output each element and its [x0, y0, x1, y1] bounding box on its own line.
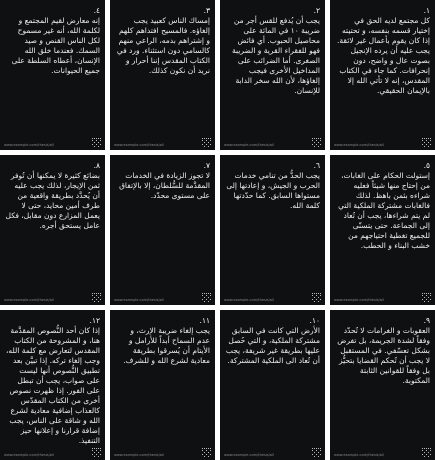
card-text: إنه معارض لقيم المجتمع و لكلمة الله، أنه غير مسموح لكل الناس القنص و صيد السمك. فعندما خلق الله الإنسان، أعطاه السلطة على جميع الحيوانات.	[11, 16, 100, 75]
card-text: يجب إلغاء ضريبة الإرث، و عدم السماح أبداً للأرامل و الأيتام أن يُسرقوا بطريقة معادية لشرع الله و للشرف.	[123, 326, 210, 365]
card-footer: www.example.com/thesis/all	[334, 298, 384, 302]
card-footer: www.example.com/thesis/all	[4, 298, 54, 302]
qr-code-icon	[202, 138, 211, 147]
card-text: يجب الحدُّ من تنامي خدمات الحرب و الجيش، و إعادتها إلى مستواها السابق. كما حدّدتها كلمة الله.	[226, 171, 320, 210]
card-number: ١٢.	[89, 316, 100, 325]
thesis-card	[0, 0, 105, 150]
thesis-card	[110, 310, 215, 460]
card-number: ١.	[423, 6, 430, 15]
thesis-card	[220, 155, 325, 305]
card-number: ٨.	[93, 161, 100, 170]
thesis-card	[330, 0, 435, 150]
thesis-card	[220, 0, 325, 150]
card-number: ٥.	[423, 161, 430, 170]
qr-code-icon	[92, 448, 101, 457]
qr-code-icon	[92, 293, 101, 302]
thesis-card	[0, 310, 105, 460]
card-number: ١٠.	[309, 316, 320, 325]
thesis-card	[330, 155, 435, 305]
card-footer: www.example.com/thesis/all	[114, 298, 164, 302]
qr-code-icon	[202, 293, 211, 302]
card-number: ٦.	[313, 161, 320, 170]
card-text: بضائع كثيرة لا يمكنها أن تُوفر ثمن الإيجار، لذلك يجب عليه أن يُحدَّد بطريقة واقعية من طرف أمين محايد، حتى لا يعمل المزارع دون مقابل، فكل عامل يستحق أجره.	[5, 171, 100, 230]
card-number: ٧.	[203, 161, 210, 170]
thesis-card	[110, 0, 215, 150]
card-number: ١١.	[199, 316, 210, 325]
card-text: لا تجوز الزيادة في الخدمات المقدَّمة للسُّلطان، إلا بالإتفاق على مستوى محدّد.	[119, 171, 210, 200]
qr-code-icon	[422, 448, 431, 457]
card-text: إمساك الناس كعبيد يجب إلغاؤه. فالمسيح افتداهم كلهم و إشتراهم بدمه، الراعي منهم كالسامي دون استثناء. ورد في الكتاب المقدس إننا أحرار و نريد أن نكون كذلك.	[116, 16, 210, 75]
card-footer: www.example.com/thesis/all	[224, 143, 274, 147]
card-footer: www.example.com/thesis/all	[114, 143, 164, 147]
qr-code-icon	[92, 138, 101, 147]
qr-code-icon	[202, 448, 211, 457]
card-number: ٢.	[313, 6, 320, 15]
qr-code-icon	[312, 448, 321, 457]
card-footer: www.example.com/thesis/all	[334, 453, 384, 457]
qr-code-icon	[312, 138, 321, 147]
card-text: إستولت الحكام على الغابات، من إحتاج منها شيئاً فعليه شراءه بثمن باهظ. لذلك فالغابات مشتركة الملكية التي لم يتم شراءها، يجب أن تُعاد إلى الجماعة. حتى يتسنّى للجميع تغطية احتياجهم من خشب البناء و الحطب.	[338, 171, 430, 250]
card-footer: www.example.com/thesis/all	[114, 453, 164, 457]
thesis-card	[220, 310, 325, 460]
card-footer: www.example.com/thesis/all	[334, 143, 384, 147]
card-text: يجب أن يُدفع للقس أجر من ضريبة ١٠ في المائة على محاصيل الحبوب. أي فائض فهو للفقراء القرية و الضريبة الصغرى. أما الضرائب على المداخيل الأخرى فيجب إلغاؤها، لأن الله سخر الدابة للإنسان.	[232, 16, 320, 95]
card-footer: www.example.com/thesis/all	[4, 453, 54, 457]
card-footer: www.example.com/thesis/all	[224, 298, 274, 302]
card-text: الأرض التي كانت في السابق مشتركة الملكية، و التي حُصل عليها بطريقة غير شريفة، يجب أن تُعاد الى الملكية المشتركة.	[225, 326, 320, 365]
card-text: كل مجتمع لديه الحق في إختيار قسمه بنفسه، و تحتيته إذا كان يقوم بأعمال غير لائقة. يجب عليه أن يرده الإنجيل بصوت عال و واضح، دون إنحرافات. كما جاء في الكتاب المقدس، إنه لا تأتي الله إلا بالإيمان الحقيقي.	[337, 16, 430, 95]
card-number: ٣.	[203, 6, 210, 15]
card-number: ٤.	[93, 6, 100, 15]
card-number: ٩.	[423, 316, 430, 325]
thesis-card	[110, 155, 215, 305]
card-text: إذا كان أحد النُّصوص المقدَّمة هنا، و المشروحة من الكتاب المقدس لتعارض مع كلمة الله، وجب إلغاء تركه. إذا تبيَّن بعد تطبيق النُّصوص أنها ليست على صواب، يجب أن تبطل على الفور. إذا ظهرت نصوص أخرى من الكتاب المقدّس كالعذاب إضافية معادية لشرع الله و شاقة على الناس، يجب إضافة قرارنا و إعلانها حيز التنفيذ.	[6, 326, 100, 445]
qr-code-icon	[422, 138, 431, 147]
qr-code-icon	[422, 293, 431, 302]
card-footer: www.example.com/thesis/all	[4, 143, 54, 147]
thesis-card	[330, 310, 435, 460]
qr-code-icon	[312, 293, 321, 302]
card-text: العقوبات و الغرامات لا تُحدّد وفقاً لشدة الجريمة، بل تفرض بشكل تعسّفي. في المستقبل لا يجب أن تُحكم القضايا بتحيُّز بل وفقاً للقوانين الثابتة المكتوبة.	[337, 326, 430, 385]
thesis-card	[0, 155, 105, 305]
card-footer: www.example.com/thesis/all	[224, 453, 274, 457]
